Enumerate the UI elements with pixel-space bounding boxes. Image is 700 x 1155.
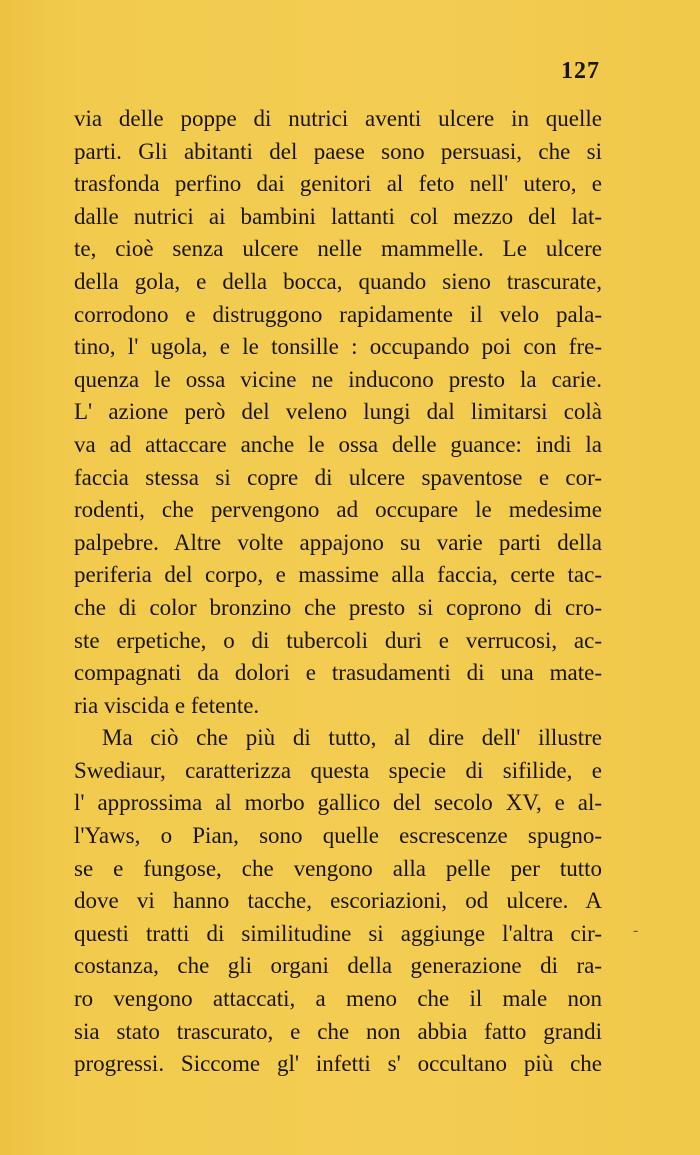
margin-tick-mark: - (633, 922, 639, 939)
text-line: l'Yaws, o Pian, sono quelle escrescenze spugno- (74, 823, 602, 849)
text-line: l' approssima al morbo gallico del secolo XV, e al- (74, 790, 602, 816)
text-line: se e fungose, che vengono alla pelle per tutto (74, 855, 602, 881)
page-number: 127 (561, 58, 600, 84)
text-line: te, cioè senza ulcere nelle mammelle. Le ulcere (74, 236, 602, 262)
text-line: Ma ciò che più di tutto, al dire dell' illustre (102, 725, 602, 751)
text-line: costanza, che gli organi della generazione di ra- (74, 953, 602, 979)
text-line: L' azione però del veleno lungi dal limitarsi colà (74, 399, 602, 425)
text-line: dalle nutrici ai bambini lattanti col mezzo del lat- (74, 203, 602, 229)
text-line: trasfonda perfino dai genitori al feto nell' utero, e (74, 171, 602, 197)
text-line: periferia del corpo, e massime alla faccia, certe tac- (74, 562, 602, 588)
text-line: faccia stessa si copre di ulcere spaventose e cor- (74, 464, 602, 490)
text-line: rodenti, che pervengono ad occupare le medesime (74, 497, 602, 523)
body-text (74, 103, 602, 1081)
text-line: tino, l' ugola, e le tonsille : occupando poi con fre- (74, 334, 602, 360)
text-line: quenza le ossa vicine ne inducono presto la carie. (74, 366, 602, 392)
text-line: progressi. Siccome gl' infetti s' occultano più che (74, 1051, 602, 1077)
text-line: che di color bronzino che presto si coprono di cro- (74, 594, 602, 620)
text-line: ro vengono attaccati, a meno che il male non (74, 986, 602, 1012)
text-line: sia stato trascurato, e che non abbia fatto grandi (74, 1018, 602, 1044)
text-line: Swediaur, caratterizza questa specie di sifilide, e (74, 757, 602, 783)
text-line: della gola, e della bocca, quando sieno trascurate, (74, 268, 602, 294)
text-line: corrodono e distruggono rapidamente il velo pala- (74, 301, 602, 327)
text-line: questi tratti di similitudine si aggiunge l'altra cir- (74, 920, 602, 946)
text-line: via delle poppe di nutrici aventi ulcere in quelle (74, 106, 602, 131)
paragraph-1 (74, 103, 602, 722)
text-line: va ad attaccare anche le ossa delle guance: indi la (74, 431, 602, 457)
text-line: ria viscida e fetente. (74, 692, 260, 718)
paragraph-2 (74, 722, 602, 1081)
text-line: palpebre. Altre volte appajono su varie parti della (74, 529, 602, 555)
text-line: parti. Gli abitanti del paese sono persuasi, che si (74, 138, 602, 164)
text-line: compagnati da dolori e trasudamenti di una mate- (74, 660, 602, 686)
text-line: ste erpetiche, o di tubercoli duri e verrucosi, ac- (74, 627, 602, 653)
text-line: dove vi hanno tacche, escoriazioni, od ulcere. A (74, 888, 602, 914)
